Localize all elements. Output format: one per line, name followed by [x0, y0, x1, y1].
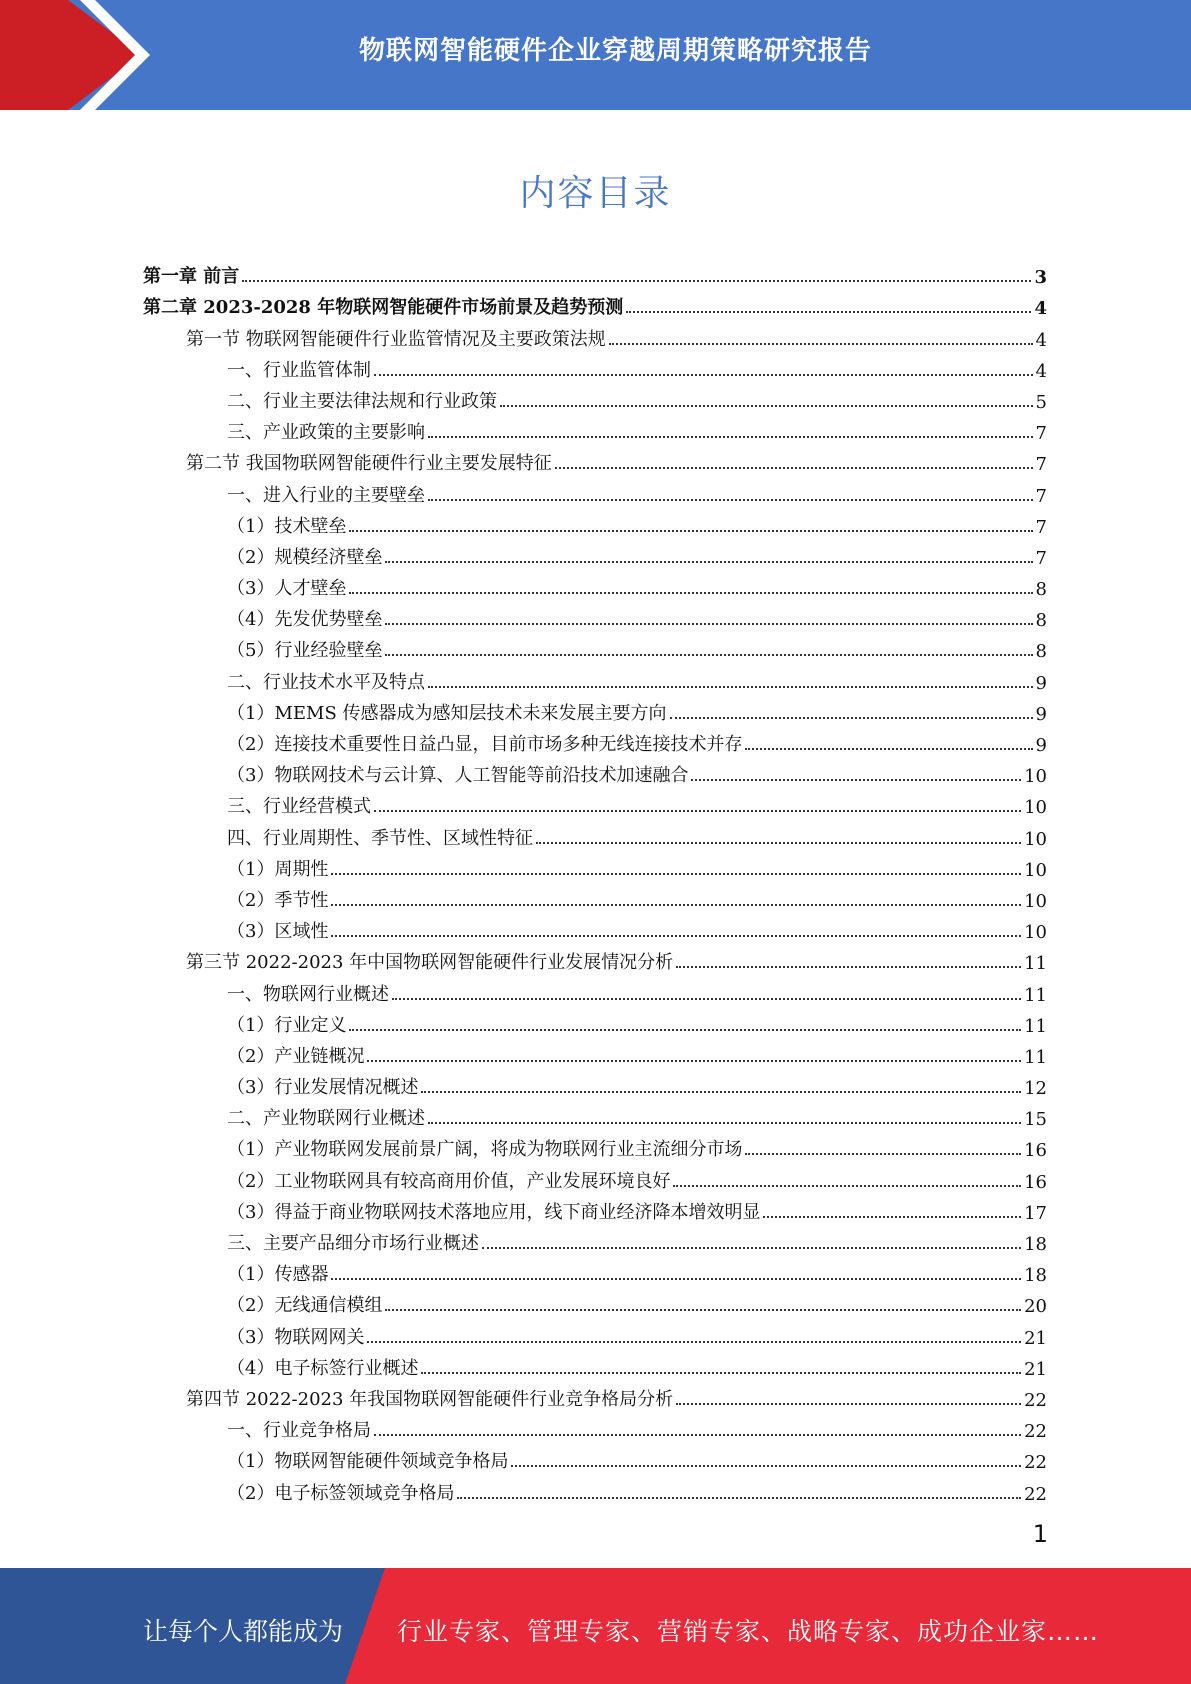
toc-entry-page: 16	[1024, 1140, 1047, 1162]
toc-entry[interactable]	[143, 1380, 1047, 1411]
toc-entry-page: 12	[1024, 1078, 1047, 1100]
toc-entry-title: 一、行业监管体制	[227, 359, 371, 381]
toc-entry[interactable]	[143, 475, 1047, 506]
toc-entry[interactable]	[143, 881, 1047, 912]
toc-dot-leader	[421, 1372, 1021, 1374]
footer-slogan-left: 让每个人都能成为	[143, 1617, 344, 1646]
toc-entry-title: （2）无线通信模组	[227, 1295, 383, 1317]
toc-entry-page: 10	[1024, 890, 1047, 912]
toc-dot-leader	[367, 1060, 1021, 1062]
toc-entry[interactable]	[143, 631, 1047, 662]
toc-dot-leader	[374, 1434, 1021, 1436]
toc-entry-title: 第二节 我国物联网智能硬件行业主要发展特征	[186, 453, 552, 475]
toc-entry-page: 4	[1035, 360, 1047, 382]
toc-entry-title: （2）产业链概况	[227, 1045, 365, 1067]
toc-entry-title: （4）电子标签行业概述	[227, 1357, 419, 1379]
toc-entry-title: （4）先发优势壁垒	[227, 609, 383, 631]
toc-entry-title: （1）技术壁垒	[227, 515, 347, 537]
toc-entry-title: （3）行业发展情况概述	[227, 1077, 419, 1099]
toc-dot-leader	[609, 343, 1033, 345]
toc-entry[interactable]	[143, 600, 1047, 631]
toc-dot-leader	[374, 374, 1033, 376]
toc-entry[interactable]	[143, 288, 1047, 319]
toc-dot-leader	[367, 1341, 1021, 1343]
toc-entry[interactable]	[143, 694, 1047, 725]
toc-dot-leader	[374, 810, 1021, 812]
toc-entry-page: 22	[1024, 1452, 1047, 1474]
toc-entry-title: 第一章 前言	[143, 266, 240, 288]
toc-dot-leader	[331, 873, 1021, 875]
toc-entry-page: 11	[1024, 1046, 1047, 1068]
toc-entry-title: 三、产业政策的主要影响	[227, 422, 425, 444]
toc-entry-title: （1）行业定义	[227, 1014, 347, 1036]
toc-dot-leader	[331, 1278, 1021, 1280]
toc-entry[interactable]	[143, 319, 1047, 350]
toc-entry[interactable]	[143, 1068, 1047, 1099]
toc-entry[interactable]	[143, 1255, 1047, 1286]
toc-entry-title: （5）行业经验壁垒	[227, 640, 383, 662]
toc-dot-leader	[242, 280, 1031, 282]
toc-entry-page: 22	[1024, 1483, 1047, 1505]
toc-entry-page: 7	[1035, 485, 1047, 507]
toc-entry-title: 第三节 2022-2023 年中国物联网智能硬件行业发展情况分析	[186, 952, 674, 974]
toc-entry-title: （3）物联网技术与云计算、人工智能等前沿技术加速融合	[227, 765, 689, 787]
toc-entry-page: 17	[1024, 1202, 1047, 1224]
toc-dot-leader	[457, 1497, 1021, 1499]
toc-dot-leader	[421, 1091, 1021, 1093]
toc-entry-page: 11	[1024, 1015, 1047, 1037]
toc-entry[interactable]	[143, 382, 1047, 413]
toc-entry-title: 第四节 2022-2023 年我国物联网智能硬件行业竞争格局分析	[186, 1388, 674, 1410]
toc-entry[interactable]	[143, 444, 1047, 475]
toc-entry-page: 11	[1024, 984, 1047, 1006]
toc-dot-leader	[670, 717, 1033, 719]
toc-entry[interactable]	[143, 1411, 1047, 1442]
toc-dot-leader	[428, 436, 1033, 438]
toc-entry[interactable]	[143, 1224, 1047, 1255]
header-banner	[0, 0, 1191, 110]
header-title: 物联网智能硬件企业穿越周期策略研究报告	[358, 36, 872, 66]
toc-entry-page: 18	[1024, 1265, 1047, 1287]
toc-entry[interactable]	[143, 351, 1047, 382]
toc-entry-title: 三、行业经营模式	[227, 796, 371, 818]
toc-entry-page: 7	[1035, 454, 1047, 476]
toc-dot-leader	[385, 561, 1032, 563]
toc-dot-leader	[349, 530, 1032, 532]
toc-entry-page: 8	[1035, 641, 1047, 663]
table-of-contents	[143, 257, 1047, 1505]
toc-entry[interactable]	[143, 413, 1047, 444]
toc-dot-leader	[428, 1122, 1021, 1124]
toc-entry[interactable]	[143, 538, 1047, 569]
toc-entry[interactable]	[143, 1006, 1047, 1037]
toc-dot-leader	[536, 842, 1021, 844]
toc-dot-leader	[676, 1403, 1021, 1405]
toc-entry-page: 10	[1024, 828, 1047, 850]
toc-entry-page: 8	[1035, 579, 1047, 601]
toc-entry-page: 11	[1024, 953, 1047, 975]
toc-entry-title: 二、产业物联网行业概述	[227, 1108, 425, 1130]
toc-dot-leader	[428, 686, 1033, 688]
toc-entry-title: （3）人才壁垒	[227, 578, 347, 600]
toc-dot-leader	[331, 904, 1021, 906]
toc-entry-title: （1）MEMS 传感器成为感知层技术未来发展主要方向	[227, 702, 667, 724]
toc-entry-title: （1）产业物联网发展前景广阔，将成为物联网行业主流细分市场	[227, 1139, 743, 1161]
toc-entry-page: 16	[1024, 1171, 1047, 1193]
toc-entry[interactable]	[143, 787, 1047, 818]
toc-dot-leader	[745, 1153, 1021, 1155]
toc-dot-leader	[626, 311, 1031, 313]
toc-entry-page: 10	[1024, 859, 1047, 881]
toc-entry[interactable]	[143, 1286, 1047, 1317]
toc-dot-leader	[385, 1309, 1021, 1311]
toc-dot-leader	[511, 1465, 1021, 1467]
toc-entry[interactable]	[143, 1317, 1047, 1348]
toc-dot-leader	[428, 499, 1033, 501]
toc-entry-page: 3	[1034, 267, 1047, 289]
toc-entry-title: （2）规模经济壁垒	[227, 546, 383, 568]
toc-entry[interactable]	[143, 507, 1047, 538]
toc-entry-title: （2）季节性	[227, 889, 329, 911]
toc-entry-title: 一、进入行业的主要壁垒	[227, 484, 425, 506]
toc-entry-title: （2）电子标签领域竞争格局	[227, 1482, 455, 1504]
toc-entry-page: 7	[1035, 423, 1047, 445]
toc-entry-title: （1）物联网智能硬件领域竞争格局	[227, 1451, 509, 1473]
toc-entry[interactable]	[143, 257, 1047, 288]
toc-entry[interactable]	[143, 850, 1047, 881]
toc-entry-title: 二、行业主要法律法规和行业政策	[227, 390, 497, 412]
toc-entry-page: 10	[1024, 766, 1047, 788]
toc-entry-page: 21	[1024, 1358, 1047, 1380]
toc-dot-leader	[691, 779, 1021, 781]
toc-entry-title: 三、主要产品细分市场行业概述	[227, 1233, 479, 1254]
toc-entry-title: 一、行业竞争格局	[227, 1420, 371, 1442]
toc-entry-page: 9	[1035, 735, 1047, 756]
toc-entry-title: 第一节 物联网智能硬件行业监管情况及主要政策法规	[186, 328, 606, 350]
toc-dot-leader	[676, 966, 1021, 968]
page-number: 1	[1032, 1520, 1048, 1548]
toc-entry-title: （1）传感器	[227, 1264, 329, 1286]
toc-title: 内容目录	[519, 173, 672, 214]
toc-dot-leader	[385, 623, 1032, 625]
toc-entry-title: （2）连接技术重要性日益凸显，目前市场多种无线连接技术并存	[227, 734, 743, 755]
toc-entry-page: 10	[1024, 922, 1047, 944]
toc-dot-leader	[763, 1216, 1021, 1218]
toc-dot-leader	[331, 935, 1021, 937]
toc-entry-page: 22	[1024, 1389, 1047, 1411]
toc-entry[interactable]	[143, 662, 1047, 693]
toc-entry-title: （3）物联网网关	[227, 1326, 365, 1348]
toc-dot-leader	[745, 748, 1032, 750]
toc-dot-leader	[500, 405, 1033, 407]
toc-entry-page: 7	[1035, 547, 1047, 569]
toc-entry-page: 4	[1034, 298, 1047, 320]
footer-slogan-right: 行业专家、管理专家、营销专家、战略专家、成功企业家……	[397, 1617, 1100, 1646]
toc-dot-leader	[392, 998, 1021, 1000]
toc-entry-page: 22	[1024, 1421, 1047, 1443]
toc-entry-title: （3）区域性	[227, 921, 329, 943]
toc-entry[interactable]	[143, 974, 1047, 1005]
toc-entry-title: 一、物联网行业概述	[227, 983, 389, 1005]
toc-entry[interactable]	[143, 912, 1047, 943]
toc-entry-page: 18	[1024, 1234, 1047, 1255]
toc-dot-leader	[349, 1029, 1021, 1031]
toc-dot-leader	[349, 592, 1032, 594]
toc-entry[interactable]	[143, 1442, 1047, 1473]
toc-entry[interactable]	[143, 756, 1047, 787]
toc-entry[interactable]	[143, 1130, 1047, 1161]
toc-entry[interactable]	[143, 1473, 1047, 1504]
toc-entry-page: 21	[1024, 1327, 1047, 1349]
toc-entry[interactable]	[143, 569, 1047, 600]
toc-dot-leader	[482, 1247, 1021, 1249]
toc-entry-page: 15	[1024, 1109, 1047, 1131]
toc-entry-title: 四、行业周期性、季节性、区域性特征	[227, 827, 533, 849]
toc-entry[interactable]	[143, 1099, 1047, 1130]
toc-entry-title: （3）得益于商业物联网技术落地应用，线下商业经济降本增效明显	[227, 1201, 761, 1223]
toc-entry[interactable]	[143, 1193, 1047, 1224]
toc-entry-title: （2）工业物联网具有较高商用价值，产业发展环境良好	[227, 1170, 671, 1192]
toc-entry-title: 第二章 2023-2028 年物联网智能硬件市场前景及趋势预测	[143, 297, 624, 319]
footer-banner	[0, 1568, 1191, 1684]
toc-entry[interactable]	[143, 943, 1047, 974]
toc-dot-leader	[385, 654, 1032, 656]
toc-entry-title: （1）周期性	[227, 858, 329, 880]
toc-entry-page: 20	[1024, 1296, 1047, 1318]
toc-entry-page: 7	[1035, 516, 1047, 538]
toc-entry[interactable]	[143, 818, 1047, 849]
toc-entry[interactable]	[143, 1037, 1047, 1068]
toc-entry[interactable]	[143, 1349, 1047, 1380]
toc-entry[interactable]	[143, 1161, 1047, 1192]
toc-entry[interactable]	[143, 725, 1047, 756]
toc-entry-page: 4	[1035, 329, 1047, 351]
toc-entry-page: 10	[1024, 797, 1047, 819]
toc-dot-leader	[673, 1185, 1021, 1187]
toc-entry-page: 5	[1035, 391, 1047, 413]
toc-entry-page: 8	[1035, 610, 1047, 632]
toc-entry-page: 9	[1035, 703, 1047, 725]
toc-entry-page: 9	[1035, 672, 1047, 694]
toc-dot-leader	[555, 467, 1033, 469]
toc-entry-title: 二、行业技术水平及特点	[227, 671, 425, 693]
